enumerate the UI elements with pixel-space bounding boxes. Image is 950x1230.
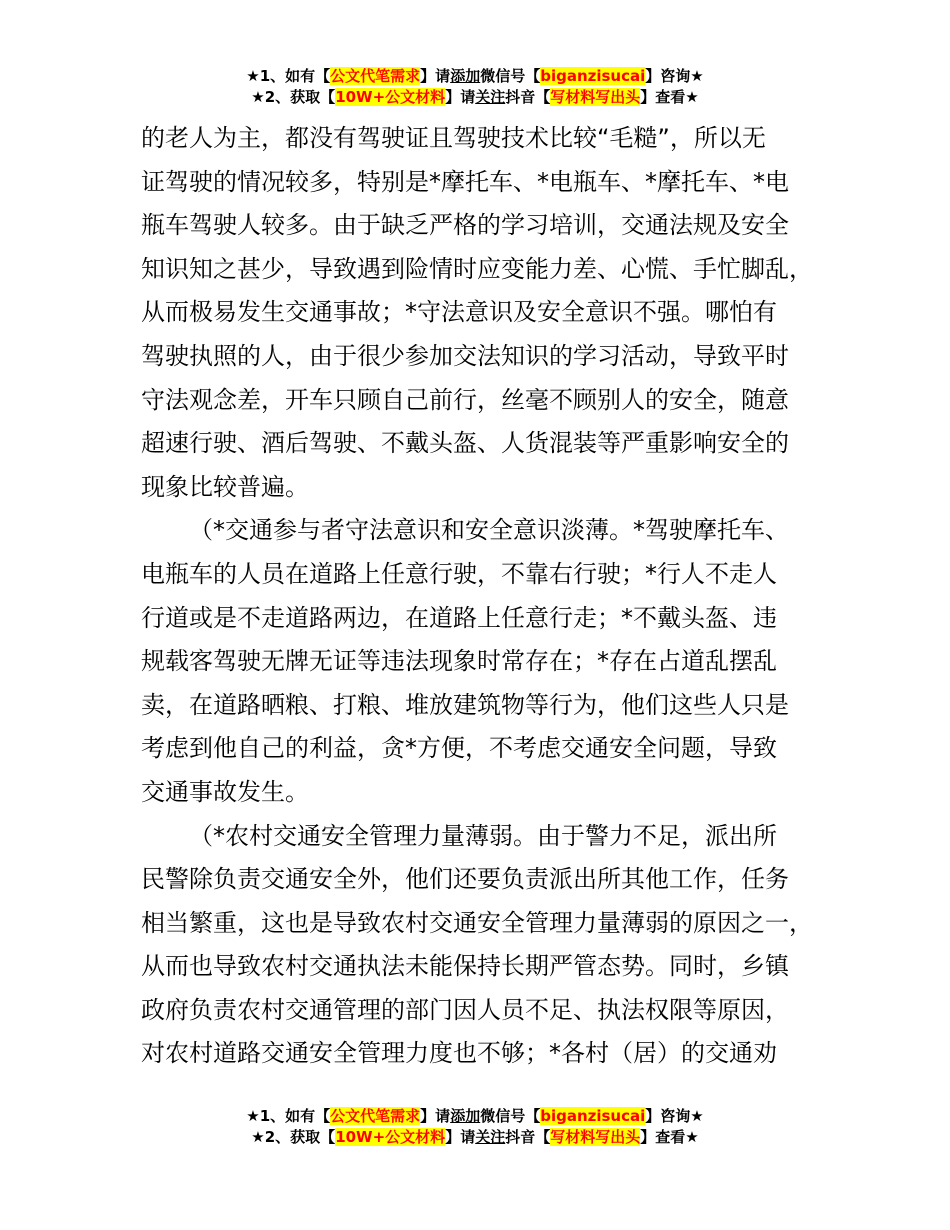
- banner-text: ★2、获取【: [251, 1128, 336, 1146]
- banner-line-1: [0, 66, 950, 87]
- banner-text: ★1、如有【: [246, 1107, 331, 1125]
- text-line: 行道或是不走道路两边，在道路上任意行走；*不戴头盔、违: [141, 603, 777, 632]
- banner-highlight: 公文代笔需求: [330, 67, 421, 85]
- banner-text: 】咨询★: [645, 1107, 704, 1125]
- text-line: 电瓶车的人员在道路上任意行驶，不靠右行驶；*行人不走人: [141, 559, 777, 588]
- text-line: 证驾驶的情况较多，特别是*摩托车、*电瓶车、*摩托车、*电: [141, 167, 789, 196]
- paragraph-1: [141, 117, 841, 509]
- text-line: 从而极易发生交通事故；*守法意识及安全意识不强。哪怕有: [141, 298, 777, 327]
- banner-line-2: [0, 87, 950, 108]
- text-line: 现象比较普遍。: [141, 472, 309, 501]
- banner-text: 抖音【: [505, 1128, 551, 1146]
- text-line: 交通事故发生。: [141, 777, 309, 806]
- banner-text: 】请: [420, 67, 451, 85]
- banner-highlight: 公文代笔需求: [330, 1107, 421, 1125]
- banner-underlined-text: 关注: [475, 88, 506, 106]
- banner-line-1: [0, 1106, 950, 1127]
- text-line: 卖，在道路晒粮、打粮、堆放建筑物等行为，他们这些人只是: [141, 690, 789, 719]
- banner-underlined-text: 添加: [450, 67, 481, 85]
- text-line: 超速行驶、酒后驾驶、不戴头盔、人货混装等严重影响安全的: [141, 429, 789, 458]
- text-line: 的老人为主，都没有驾驶证且驾驶技术比较“毛糙”，所以无: [141, 124, 766, 152]
- document-body: [141, 117, 841, 1076]
- banner-text: 】请: [445, 88, 476, 106]
- paragraph-2: [141, 509, 841, 814]
- banner-text: 】请: [420, 1107, 451, 1125]
- text-line: 瓶车驾驶人较多。由于缺乏严格的学习培训，交通法规及安全: [141, 211, 789, 240]
- paragraph-3: [141, 815, 841, 1077]
- text-line: 政府负责农村交通管理的部门因人员不足、执法权限等原因，: [141, 995, 789, 1024]
- text-line: 驾驶执照的人，由于很少参加交法知识的学习活动，导致平时: [141, 341, 789, 370]
- header-banner: [0, 66, 950, 108]
- text-line: 规载客驾驶无牌无证等违法现象时常存在；*存在占道乱摆乱: [141, 647, 777, 676]
- footer-banner: [0, 1106, 950, 1148]
- banner-underlined-text: 关注: [475, 1128, 506, 1146]
- banner-text: 微信号【: [480, 67, 541, 85]
- banner-text: 抖音【: [505, 88, 551, 106]
- text-line: 知识知之甚少，导致遇到险情时应变能力差、心慌、手忙脚乱，: [141, 254, 813, 283]
- text-line: （*农村交通安全管理力量薄弱。由于警力不足，派出所: [189, 821, 777, 850]
- banner-highlight: 10W+公文材料: [335, 1128, 446, 1146]
- text-line: 对农村道路交通安全管理力度也不够；*各村（居）的交通劝: [141, 1039, 777, 1068]
- text-line: （*交通参与者守法意识和安全意识淡薄。*驾驶摩托车、: [189, 516, 789, 545]
- text-line: 考虑到他自己的利益，贪*方便，不考虑交通安全问题，导致: [141, 734, 777, 763]
- text-line: 守法观念差，开车只顾自己前行，丝毫不顾别人的安全，随意: [141, 385, 789, 414]
- banner-line-2: [0, 1127, 950, 1148]
- banner-highlight: biganzisucai: [540, 1107, 646, 1125]
- banner-text: ★1、如有【: [246, 67, 331, 85]
- banner-highlight: biganzisucai: [540, 67, 646, 85]
- banner-text: 】查看★: [640, 1128, 699, 1146]
- banner-text: 】请: [445, 1128, 476, 1146]
- banner-highlight: 写材料写出头: [550, 88, 641, 106]
- banner-highlight: 写材料写出头: [550, 1128, 641, 1146]
- text-line: 民警除负责交通安全外，他们还要负责派出所其他工作，任务: [141, 865, 789, 894]
- text-line: 相当繁重，这也是导致农村交通安全管理力量薄弱的原因之一，: [141, 908, 813, 937]
- text-line: 从而也导致农村交通执法未能保持长期严管态势。同时，乡镇: [141, 952, 789, 981]
- banner-text: 微信号【: [480, 1107, 541, 1125]
- banner-underlined-text: 添加: [450, 1107, 481, 1125]
- banner-highlight: 10W+公文材料: [335, 88, 446, 106]
- banner-text: 】查看★: [640, 88, 699, 106]
- banner-text: ★2、获取【: [251, 88, 336, 106]
- banner-text: 】咨询★: [645, 67, 704, 85]
